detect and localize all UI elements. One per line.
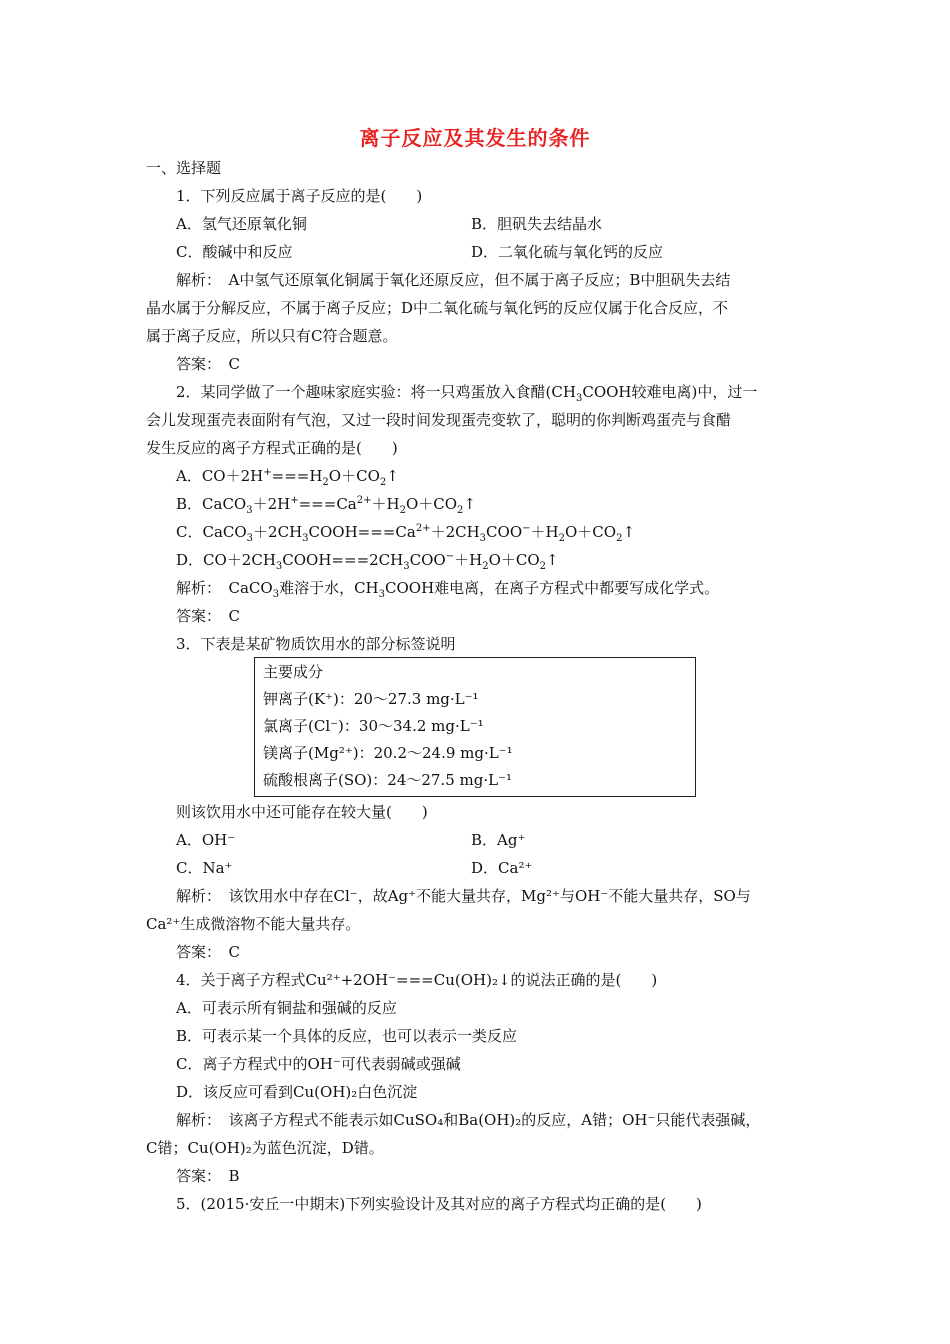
- q4-explanation-line: 解析： 该离子方程式不能表示如CuSO₄和Ba(OH)₂的反应，A错；OH⁻只能代表强碱，: [176, 1111, 761, 1129]
- q2-stem-line: 2．某同学做了一个趣味家庭实验：将一只鸡蛋放入食醋($CH_3COOH$较难电离)中，过一: [176, 383, 758, 404]
- table-row-sulfate: 硫酸根离子(SO)：24～27.5 mg·L⁻¹: [263, 771, 513, 789]
- q4-option-c: C．离子方程式中的OH⁻可代表弱碱或强碱: [176, 1055, 461, 1073]
- q3-option-c: C．Na⁺: [176, 859, 233, 877]
- q2-stem-line: 会儿发现蛋壳表面附有气泡，又过一段时间发现蛋壳变软了，聪明的你判断鸡蛋壳与食醋: [146, 411, 732, 429]
- q4-option-b: B．可表示某一个具体的反应，也可以表示一类反应: [176, 1027, 518, 1045]
- q5-stem: 5．(2015·安丘一中期末)下列实验设计及其对应的离子方程式均正确的是( ): [176, 1195, 702, 1213]
- q2-explanation: 解析： CaCO$_3$难溶于水，$CH_3COOH$难电离，在离子方程式中都要写成化学式。: [176, 579, 720, 600]
- q1-option-d: D．二氧化硫与氧化钙的反应: [471, 243, 664, 261]
- q3-explanation-line: 解析： 该饮用水中存在Cl⁻，故Ag⁺不能大量共存，Mg²⁺与OH⁻不能大量共存，SO与: [176, 887, 751, 905]
- q2-stem-text: COOH较难电离)中，过一: [582, 383, 758, 401]
- table-row-magnesium: 镁离子(Mg²⁺)：20.2～24.9 mg·L⁻¹: [263, 744, 513, 762]
- q2-option-a: A．$CO+2H^+===H_2O+CO_2↑$: [176, 467, 399, 488]
- q3-question: 则该饮用水中还可能存在较大量( ): [176, 803, 428, 821]
- q4-explanation-line: C错；Cu(OH)₂为蓝色沉淀，D错。: [146, 1139, 384, 1157]
- q4-stem: 4．关于离子方程式Cu²⁺+2OH⁻===Cu(OH)₂↓的说法正确的是( ): [176, 971, 658, 989]
- q2-option-c: C．$CaCO_3+2CH_3COOH===Ca^{2+}+2CH_3COO^-+H_2O+CO_2↑$: [176, 523, 636, 544]
- table-row-potassium: 钾离子(K⁺)：20～27.3 mg·L⁻¹: [263, 690, 479, 708]
- section-heading: 一、选择题: [146, 159, 222, 177]
- label-table: [254, 657, 696, 797]
- q2-explanation-text: 解析： CaCO: [176, 579, 273, 597]
- q1-explanation-line: 属于离子反应，所以只有C符合题意。: [146, 327, 398, 345]
- q1-answer: 答案： C: [176, 355, 240, 373]
- q4-answer: 答案： B: [176, 1167, 240, 1185]
- table-heading: 主要成分: [263, 663, 324, 681]
- q1-stem: 1．下列反应属于离子反应的是( ): [176, 187, 423, 205]
- q1-option-a: A．氢气还原氧化铜: [176, 215, 307, 233]
- page-title: 离子反应及其发生的条件: [359, 126, 591, 150]
- q3-option-b: B．Ag⁺: [471, 831, 526, 849]
- q1-explanation-line: 晶水属于分解反应，不属于离子反应；D中二氧化硫与氧化钙的反应仅属于化合反应，不: [146, 299, 729, 317]
- q3-stem: 3．下表是某矿物质饮用水的部分标签说明: [176, 635, 456, 653]
- q2-answer: 答案： C: [176, 607, 240, 625]
- q2-stem-text: 2．某同学做了一个趣味家庭实验：将一只鸡蛋放入食醋(CH: [176, 383, 576, 401]
- q2-explanation-text: COOH难电离，在离子方程式中都要写成化学式。: [385, 579, 720, 597]
- table-row-chloride: 氯离子(Cl⁻)：30～34.2 mg·L⁻¹: [263, 717, 484, 735]
- q3-option-a: A．OH⁻: [176, 831, 236, 849]
- q4-option-d: D．该反应可看到Cu(OH)₂白色沉淀: [176, 1083, 418, 1101]
- q2-option-d: D．$CO+2CH_3COOH===2CH_3COO^-+H_2O+CO_2↑$: [176, 551, 559, 572]
- q2-stem-line: 发生反应的离子方程式正确的是( ): [146, 439, 398, 457]
- q3-answer: 答案： C: [176, 943, 240, 961]
- q1-option-c: C．酸碱中和反应: [176, 243, 293, 261]
- q1-explanation-line: 解析： A中氢气还原氧化铜属于氧化还原反应，但不属于离子反应；B中胆矾失去结: [176, 271, 731, 289]
- q3-option-d: D．Ca²⁺: [471, 859, 533, 877]
- q3-explanation-line: Ca²⁺生成微溶物不能大量共存。: [146, 915, 361, 933]
- q2-option-b: B．$CaCO_3+2H^+===Ca^{2+}+H_2O+CO_2↑$: [176, 495, 476, 516]
- q2-explanation-text: 难溶于水，CH: [279, 579, 379, 597]
- q1-option-b: B．胆矾失去结晶水: [471, 215, 603, 233]
- q4-option-a: A．可表示所有铜盐和强碱的反应: [176, 999, 397, 1017]
